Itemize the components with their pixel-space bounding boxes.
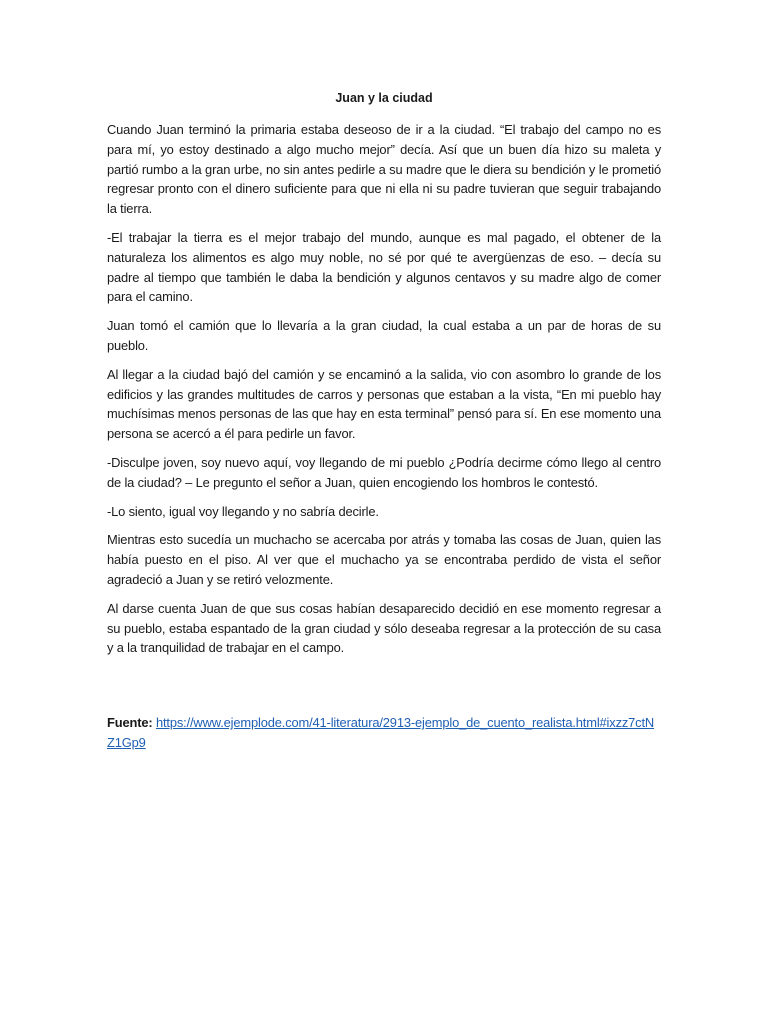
source-label: Fuente: — [107, 715, 153, 731]
paragraph-5: -Disculpe joven, soy nuevo aquí, voy llegando de mi pueblo ¿Podría decirme cómo llego al centro de la ciudad? – Le pregunto el señor a Juan, quien encogiendo los hombros le contestó. — [107, 454, 661, 490]
paragraph-8: Al darse cuenta Juan de que sus cosas habían desaparecido decidió en ese momento regresar a su pueblo, estaba espantado de la gran ciudad y sólo deseaba regresar a la protección de su casa y a la tranquilidad de trabajar en el campo. — [107, 600, 661, 656]
paragraph-4: Al llegar a la ciudad bajó del camión y se encaminó a la salida, vio con asombro lo grande de los edificios y las grandes multitudes de carros y personas que estaban a la vista, “En mi pueblo hay muchísimas menos personas de las que hay en esta terminal” pensó para sí. En ese momento una persona se acercó a él para pedirle un favor. — [107, 366, 661, 442]
source-link[interactable]: https://www.ejemplode.com/41-literatura/2913-ejemplo_de_cuento_realista.html#ixzz7ctNZ1Gp9 — [107, 715, 655, 750]
spacer — [107, 667, 661, 713]
paragraph-6: -Lo siento, igual voy llegando y no sabría decirle. — [107, 503, 379, 519]
document-body — [107, 88, 661, 753]
paragraph-1: Cuando Juan terminó la primaria estaba deseoso de ir a la ciudad. “El trabajo del campo no es para mí, yo estoy destinado a algo mucho mejor” decía. Así que un buen día hizo su maleta y partió rumbo a la gran urbe, no sin antes pedirle a su madre que le diera su bendición y le prometió regresar pronto con el dinero suficiente para que ni ella ni su padre tuvieran que seguir trabajando la tierra. — [107, 122, 661, 217]
paragraph-7: Mientras esto sucedía un muchacho se acercaba por atrás y tomaba las cosas de Juan, quien las había puesto en el piso. Al ver que el muchacho ya se encontraba perdido de vista el señor agradeció a Juan y se retiró velozmente. — [107, 532, 661, 587]
document-title: Juan y la ciudad — [335, 91, 433, 105]
paragraph-2: -El trabajar la tierra es el mejor trabajo del mundo, aunque es mal pagado, el obtener de la naturaleza los alimentos es algo muy noble, no sé por qué te avergüenzas de eso. – decía su padre al tiempo que también le daba la bendición y algunos centavos y su madre algo de comer para el camino. — [107, 229, 661, 305]
paragraph-3: Juan tomó el camión que lo llevaría a la gran ciudad, la cual estaba a un par de horas de su pueblo. — [107, 318, 661, 353]
source-line — [107, 713, 661, 753]
